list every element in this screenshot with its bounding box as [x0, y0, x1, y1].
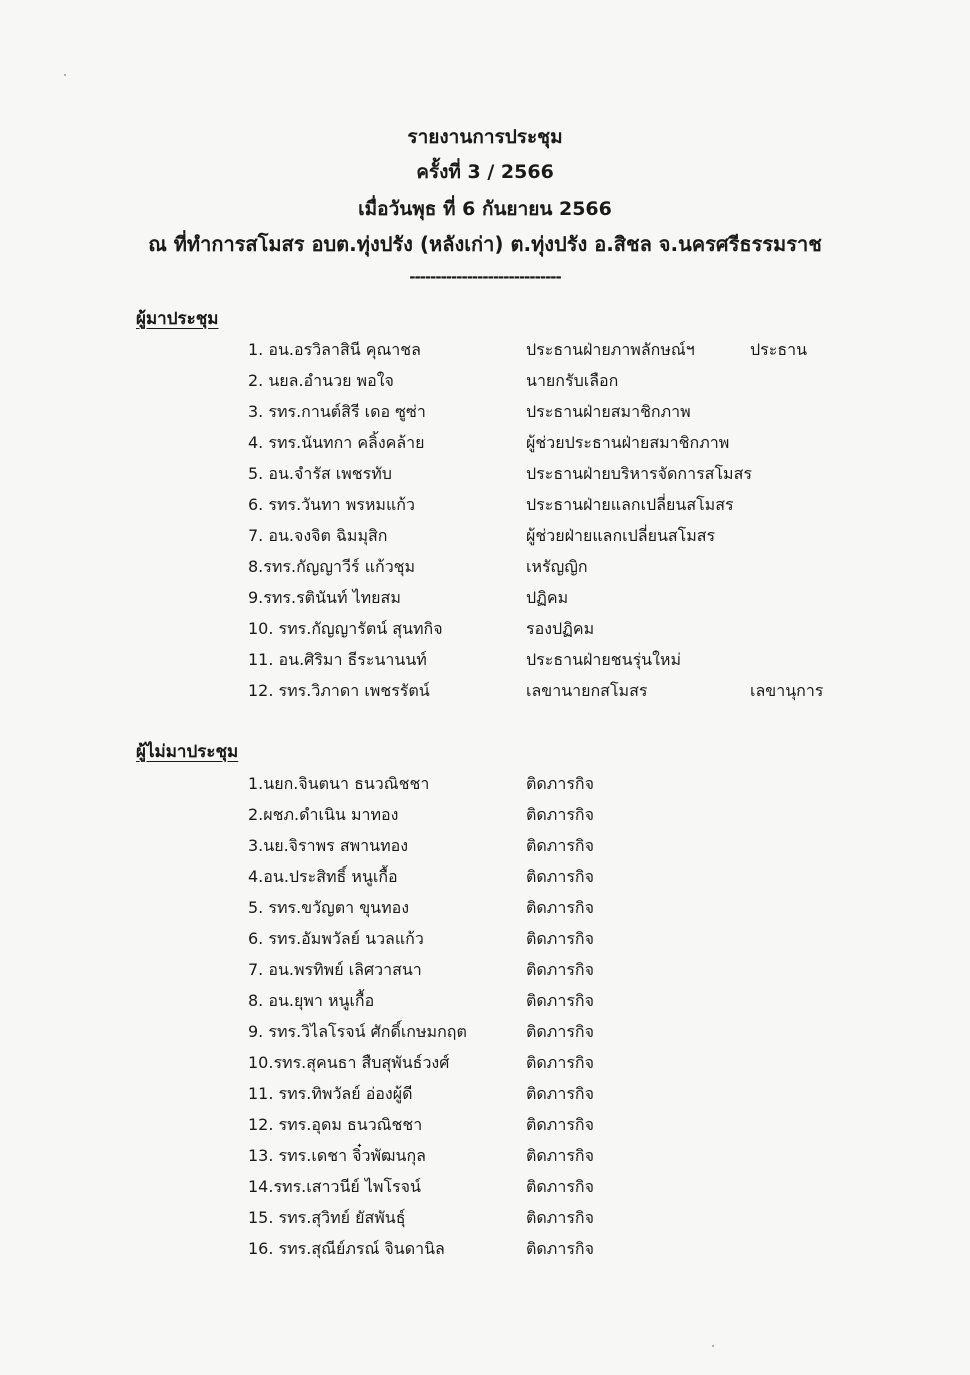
attendee-name: 11. อน.ศิริมา ธีระนานนท์ [248, 650, 427, 669]
present-row [0, 396, 970, 427]
attendee-name: 3. รทร.กานต์สิรี เดอ ซูซ่า [248, 402, 426, 421]
absent-row [0, 1140, 970, 1171]
attendee-position: เลขานายกสโมสร [526, 681, 648, 700]
absent-row [0, 954, 970, 985]
attendee-name: 5. อน.จำรัส เพชรทับ [248, 464, 392, 483]
present-row [0, 644, 970, 675]
present-row [0, 489, 970, 520]
attendee-name: 15. รทร.สุวิทย์ ยัสพันธุ์ [248, 1208, 406, 1227]
absent-row [0, 799, 970, 830]
absent-row [0, 923, 970, 954]
attendee-name: 6. รทร.อัมพวัลย์ นวลแก้ว [248, 929, 424, 948]
attendee-position: เหรัญญิก [526, 557, 588, 576]
absent-row [0, 985, 970, 1016]
attendee-name: 3.นย.จิราพร สพานทอง [248, 836, 409, 855]
attendee-name: 7. อน.จงจิต ฉิมมุสิก [248, 526, 388, 545]
meeting-session: ครั้งที่ 3 / 2566 [416, 161, 554, 183]
attendee-position: ติดภารกิจ [526, 1053, 594, 1072]
attendee-name: 10.รทร.สุคนธา สืบสุพันธ์วงศ์ [248, 1053, 450, 1072]
scan-speck [64, 74, 66, 76]
attendee-name: 8. อน.ยุพา หนูเกื้อ [248, 991, 375, 1010]
absent-row [0, 768, 970, 799]
attendee-position: ประธานฝ่ายสมาชิกภาพ [526, 402, 691, 421]
report-title: รายงานการประชุม [407, 126, 563, 148]
attendee-name: 12. รทร.อุดม ธนวณิชชา [248, 1115, 423, 1134]
attendee-name: 4. รทร.นันทกา คลิ้งคล้าย [248, 433, 425, 452]
attendee-name: 8.รทร.กัญญาวีร์ แก้วชุม [248, 557, 416, 576]
attendee-position: ติดภารกิจ [526, 1177, 594, 1196]
attendee-position: ติดภารกิจ [526, 805, 594, 824]
attendee-position: ติดภารกิจ [526, 991, 594, 1010]
attendee-name: 5. รทร.ขวัญตา ขุนทอง [248, 898, 410, 917]
attendee-name: 10. รทร.กัญญารัตน์ สุนทกิจ [248, 619, 443, 638]
attendee-position: ติดภารกิจ [526, 898, 594, 917]
attendee-position: รองปฏิคม [526, 619, 595, 638]
meeting-role: เลขานุการ [750, 681, 824, 700]
meeting-date: เมื่อวันพุธ ที่ 6 กันยายน 2566 [358, 198, 612, 220]
present-section-title: ผู้มาประชุม [136, 309, 219, 329]
attendee-name: 12. รทร.วิภาดา เพชรรัตน์ [248, 681, 430, 700]
present-attendee-list [0, 334, 970, 706]
attendee-position: ติดภารกิจ [526, 1239, 594, 1258]
attendee-position: ปฏิคม [526, 588, 569, 607]
attendee-position: ติดภารกิจ [526, 1208, 594, 1227]
absent-row [0, 1078, 970, 1109]
attendee-name: 14.รทร.เสาวนีย์ ไพโรจน์ [248, 1177, 421, 1196]
present-row [0, 427, 970, 458]
attendee-position: ติดภารกิจ [526, 1022, 594, 1041]
attendee-position: ติดภารกิจ [526, 929, 594, 948]
present-row [0, 675, 970, 706]
absent-row [0, 892, 970, 923]
attendee-name: 1. อน.อรวิลาสินี คุณาชล [248, 340, 421, 359]
attendee-name: 7. อน.พรทิพย์ เลิศวาสนา [248, 960, 422, 979]
attendee-position: ประธานฝ่ายชนรุ่นใหม่ [526, 650, 681, 669]
attendee-position: ผู้ช่วยประธานฝ่ายสมาชิกภาพ [526, 433, 730, 452]
absent-row [0, 1109, 970, 1140]
attendee-name: 9.รทร.รตินันท์ ไทยสม [248, 588, 401, 607]
attendee-name: 4.อน.ประสิทธิ์ หนูเกื้อ [248, 867, 398, 886]
attendee-position: นายกรับเลือก [526, 371, 619, 390]
attendee-position: ติดภารกิจ [526, 867, 594, 886]
absent-row [0, 861, 970, 892]
attendee-name: 1.นยก.จินตนา ธนวณิชชา [248, 774, 430, 793]
present-row [0, 551, 970, 582]
attendee-name: 2.ผชภ.ดำเนิน มาทอง [248, 805, 399, 824]
absent-attendee-list [0, 768, 970, 1264]
attendee-position: ประธานฝ่ายบริหารจัดการสโมสร [526, 464, 752, 483]
present-row [0, 582, 970, 613]
attendee-position: ติดภารกิจ [526, 960, 594, 979]
attendee-position: ติดภารกิจ [526, 836, 594, 855]
attendee-position: ผู้ช่วยฝ่ายแลกเปลี่ยนสโมสร [526, 526, 716, 545]
absent-row [0, 1171, 970, 1202]
attendee-position: ติดภารกิจ [526, 1084, 594, 1103]
meeting-venue: ณ ที่ทำการสโมสร อบต.ทุ่งปรัง (หลังเก่า) ต.ทุ่งปรัง อ.สิชล จ.นครศรีธรรมราช [148, 232, 822, 256]
present-row [0, 365, 970, 396]
absent-row [0, 830, 970, 861]
attendee-position: ประธานฝ่ายภาพลักษณ์ฯ [526, 340, 695, 359]
present-row [0, 613, 970, 644]
attendee-name: 13. รทร.เดชา จิ๋วพัฒนกุล [248, 1146, 426, 1165]
present-row [0, 334, 970, 365]
absent-section-title: ผู้ไม่มาประชุม [136, 742, 239, 762]
attendee-position: ติดภารกิจ [526, 1115, 594, 1134]
present-row [0, 520, 970, 551]
absent-row [0, 1047, 970, 1078]
absent-row [0, 1202, 970, 1233]
absent-row [0, 1016, 970, 1047]
attendee-position: ประธานฝ่ายแลกเปลี่ยนสโมสร [526, 495, 734, 514]
attendee-name: 16. รทร.สุณีย์ภรณ์ จินดานิล [248, 1239, 445, 1258]
attendee-name: 6. รทร.วันทา พรหมแก้ว [248, 495, 415, 514]
meeting-role: ประธาน [750, 340, 808, 359]
scan-speck [712, 1345, 714, 1347]
attendee-position: ติดภารกิจ [526, 1146, 594, 1165]
absent-row [0, 1233, 970, 1264]
present-row [0, 458, 970, 489]
attendee-name: 2. นยล.อำนวย พอใจ [248, 371, 394, 390]
attendee-name: 9. รทร.วิไลโรจน์ ศักดิ์เกษมกฤต [248, 1022, 467, 1041]
attendee-name: 11. รทร.ทิพวัลย์ อ่องผู้ดี [248, 1084, 413, 1103]
attendee-position: ติดภารกิจ [526, 774, 594, 793]
header-divider: ----------------------------- [409, 268, 561, 286]
